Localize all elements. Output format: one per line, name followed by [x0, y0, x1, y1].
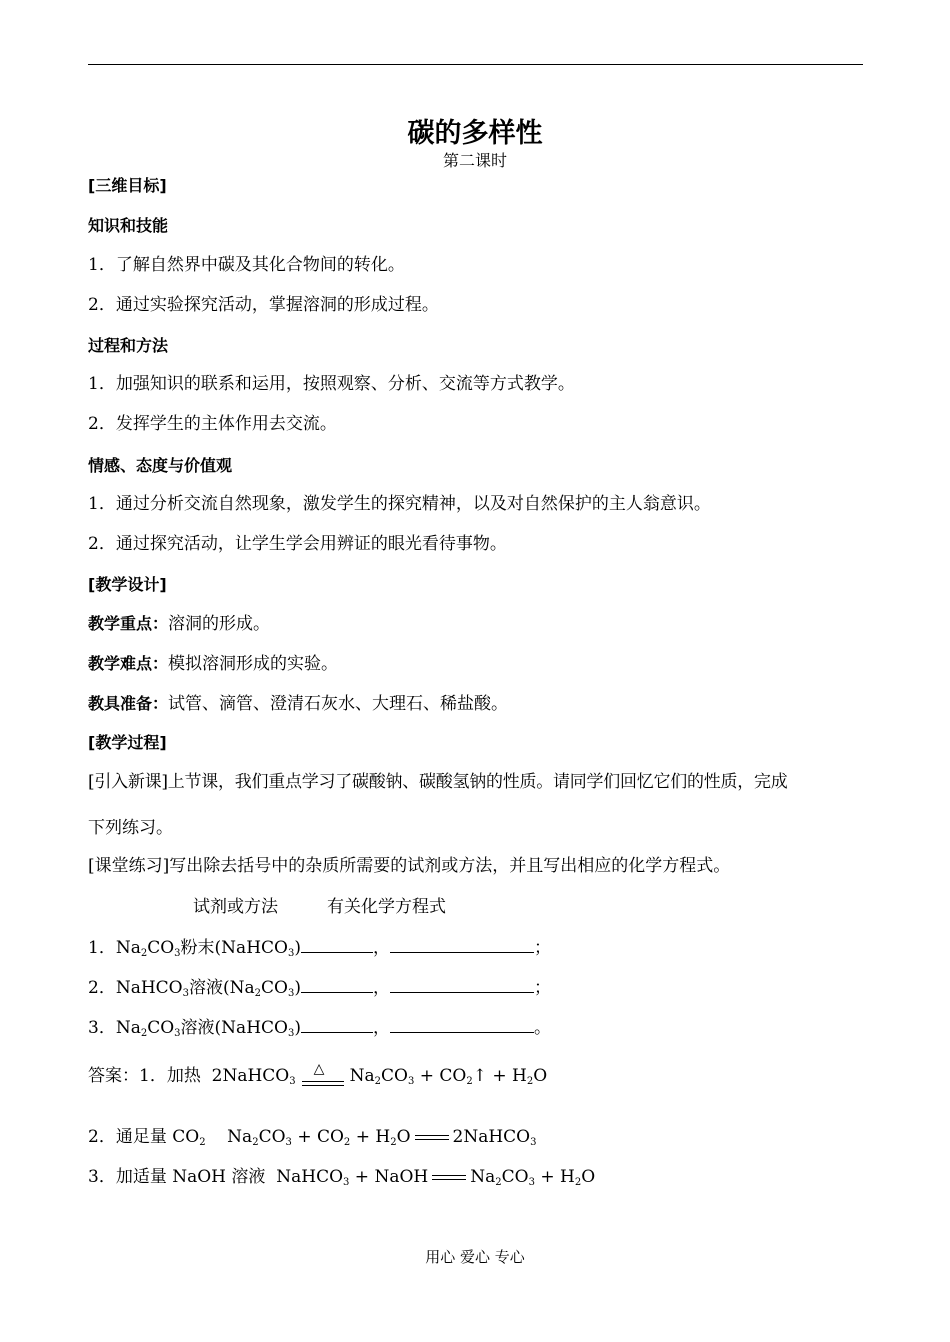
answer-blank-equation: [390, 1015, 534, 1033]
knowledge-item-2: 2．通过实验探究活动，掌握溶洞的形成过程。: [88, 295, 439, 315]
answer-blank-equation: [390, 975, 534, 993]
page-footer: 用心 爱心 专心: [425, 1248, 525, 1266]
answer-blank-reagent: [301, 935, 373, 953]
header-rule: [88, 64, 863, 65]
emotion-item-2: 2．通过探究活动，让学生学会用辨证的眼光看待事物。: [88, 534, 507, 554]
heating-condition-icon: △: [300, 1065, 346, 1089]
exercise-3: 3．$Na_2CO_3$溶液(NaHCO$_3$) ， 。: [88, 1015, 551, 1040]
tools-label: 教具准备：: [88, 694, 169, 713]
difficulty-label: 教学难点：: [88, 654, 169, 673]
gas-arrow-icon: ↑: [472, 1066, 487, 1086]
emotion-heading: 情感、态度与价值观: [88, 456, 233, 475]
intro-line-2: 下列练习。: [88, 818, 173, 838]
knowledge-heading: 知识和技能: [88, 216, 169, 235]
key-point-label: 教学重点：: [88, 614, 169, 633]
equals-sign: [415, 1133, 449, 1143]
exercise-2: 2．NaHCO$_3$溶液$(Na_2CO_3)$ ， ；: [88, 975, 551, 1000]
intro-line-1: [引入新课]上节课，我们重点学习了碳酸钠、碳酸氢钠的性质。请同学们回忆它们的性质，完成: [88, 772, 788, 792]
answer-3: 3．加适量 NaOH 溶液 NaHCO$_3$ + NaOH $Na_2CO_3 + H_2O$: [88, 1167, 596, 1188]
process-heading: 过程和方法: [88, 336, 169, 355]
document-title: 碳的多样性: [407, 118, 543, 149]
answer-blank-reagent: [301, 1015, 373, 1033]
knowledge-item-1: 1．了解自然界中碳及其化合物间的转化。: [88, 255, 405, 275]
key-point: [88, 612, 270, 636]
answer-blank-equation: [390, 935, 534, 953]
equals-sign: [432, 1173, 466, 1183]
design-heading: [教学设计]: [88, 575, 167, 594]
answer-2: 2．通足量 $CO_2$ $Na_2CO_3 + CO_2 + H_2O$ 2NaHCO$_3$: [88, 1127, 537, 1148]
difficulty-point: [88, 652, 338, 676]
document-subtitle: 第二课时: [442, 151, 507, 170]
answer-blank-reagent: [301, 975, 373, 993]
tools-text: 试管、滴管、澄清石灰水、大理石、稀盐酸。: [168, 694, 509, 714]
tools-prep: [88, 692, 508, 716]
process-item-1: 1．加强知识的联系和运用，按照观察、分析、交流等方式教学。: [88, 374, 575, 394]
column-equation: 有关化学方程式: [327, 897, 446, 917]
teaching-process-heading: [教学过程]: [88, 733, 167, 752]
difficulty-text: 模拟溶洞形成的实验。: [168, 654, 339, 674]
answer-1: 答案：1．加热 2NaHCO$_3$ △ $Na_2CO_3$ + $CO_2↑ + H_2O$: [88, 1060, 548, 1087]
exercise-intro: [课堂练习]写出除去括号中的杂质所需要的试剂或方法，并且写出相应的化学方程式。: [88, 856, 731, 876]
key-point-text: 溶洞的形成。: [168, 614, 271, 634]
goals-heading: [三维目标]: [88, 176, 167, 195]
exercise-1: 1．$Na_2CO_3$粉末(NaHCO$_3$) ， ；: [88, 935, 551, 960]
emotion-item-1: 1．通过分析交流自然现象，激发学生的探究精神，以及对自然保护的主人翁意识。: [88, 494, 711, 514]
process-item-2: 2．发挥学生的主体作用去交流。: [88, 414, 337, 434]
column-reagent: 试剂或方法: [193, 897, 278, 917]
